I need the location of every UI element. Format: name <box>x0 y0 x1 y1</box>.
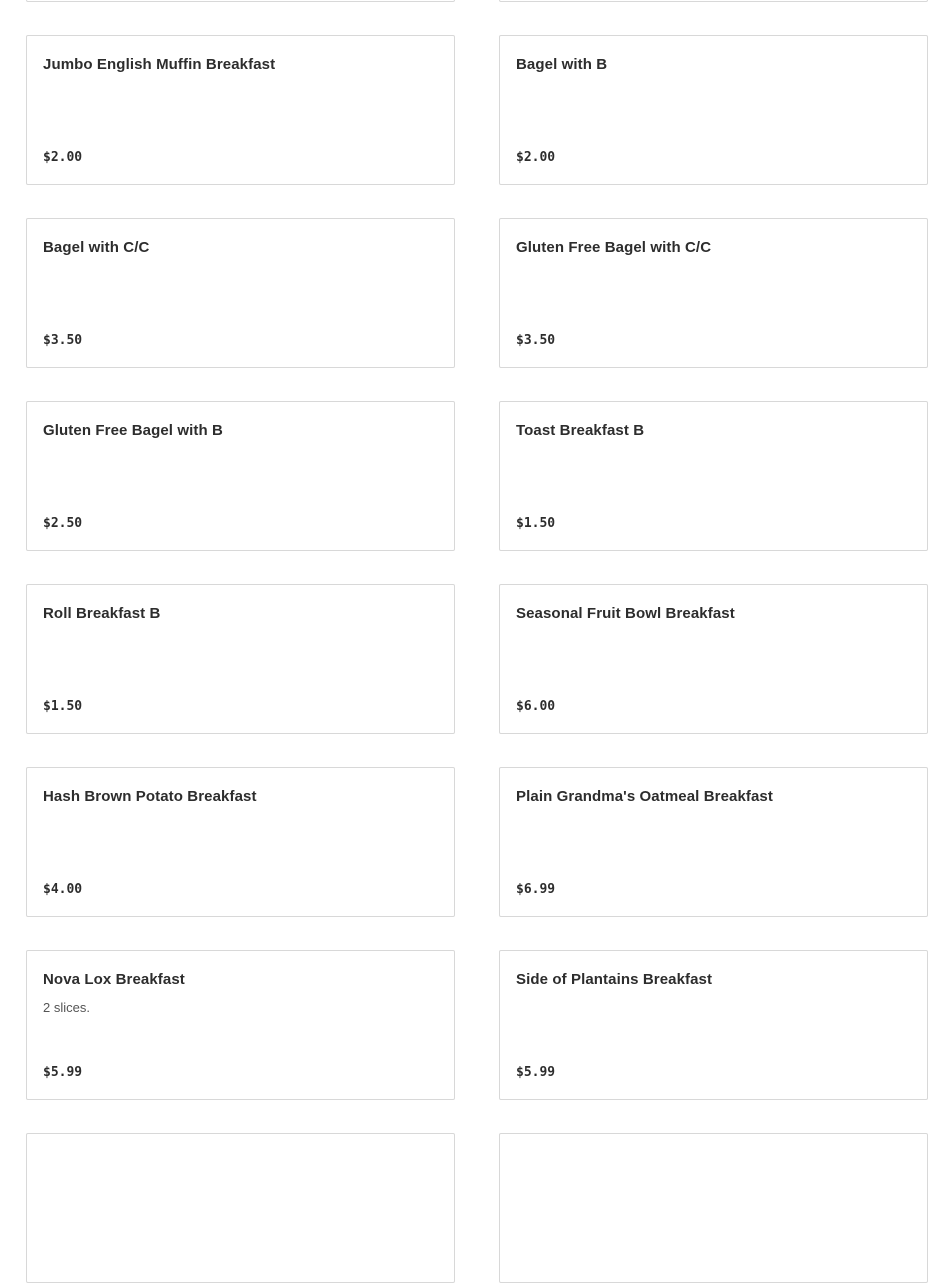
menu-item-card[interactable] <box>26 35 455 185</box>
menu-item-name: Hash Brown Potato Breakfast <box>43 788 257 805</box>
menu-item-name: Side of Plantains Breakfast <box>516 971 713 988</box>
menu-item-card[interactable] <box>26 767 455 917</box>
menu-item-price: $5.99 <box>516 1065 556 1080</box>
menu-item-price: $3.50 <box>43 333 83 348</box>
menu-item-card[interactable] <box>499 1133 928 1283</box>
menu-item-price: $6.00 <box>516 699 556 714</box>
menu-item-name: Gluten Free Bagel with C/C <box>516 239 712 256</box>
menu-item-name: Nova Lox Breakfast <box>43 971 185 988</box>
menu-item-card[interactable] <box>499 401 928 551</box>
menu-item-price: $2.50 <box>43 516 83 531</box>
menu-item-card[interactable] <box>26 584 455 734</box>
menu-item-name: Toast Breakfast B <box>516 422 645 439</box>
menu-item-card[interactable] <box>499 584 928 734</box>
menu-item-price: $3.50 <box>516 333 556 348</box>
menu-item-card[interactable] <box>26 218 455 368</box>
menu-item-card[interactable] <box>26 0 455 2</box>
menu-item-price: $1.50 <box>516 516 556 531</box>
menu-item-card[interactable] <box>499 767 928 917</box>
menu-item-price: $4.00 <box>43 882 83 897</box>
menu-item-price: $5.99 <box>43 1065 83 1080</box>
menu-item-card[interactable] <box>26 950 455 1100</box>
menu-item-card[interactable] <box>26 401 455 551</box>
menu-item-name: Roll Breakfast B <box>43 605 161 622</box>
menu-item-name: Bagel with B <box>516 56 608 73</box>
menu-item-description: 2 slices. <box>43 1000 90 1015</box>
menu-item-price: $2.00 <box>516 150 556 165</box>
menu-items-grid <box>26 0 928 1283</box>
menu-item-name: Jumbo English Muffin Breakfast <box>43 56 276 73</box>
menu-item-name: Plain Grandma's Oatmeal Breakfast <box>516 788 773 805</box>
menu-item-price: $1.50 <box>43 699 83 714</box>
menu-item-card[interactable] <box>499 950 928 1100</box>
menu-item-name: Bagel with C/C <box>43 239 150 256</box>
menu-item-card[interactable] <box>499 35 928 185</box>
menu-item-card[interactable] <box>499 0 928 2</box>
menu-item-card[interactable] <box>499 218 928 368</box>
menu-item-card[interactable] <box>26 1133 455 1283</box>
menu-item-price: $2.00 <box>43 150 83 165</box>
menu-item-price: $6.99 <box>516 882 556 897</box>
menu-item-name: Seasonal Fruit Bowl Breakfast <box>516 605 735 622</box>
menu-item-name: Gluten Free Bagel with B <box>43 422 223 439</box>
